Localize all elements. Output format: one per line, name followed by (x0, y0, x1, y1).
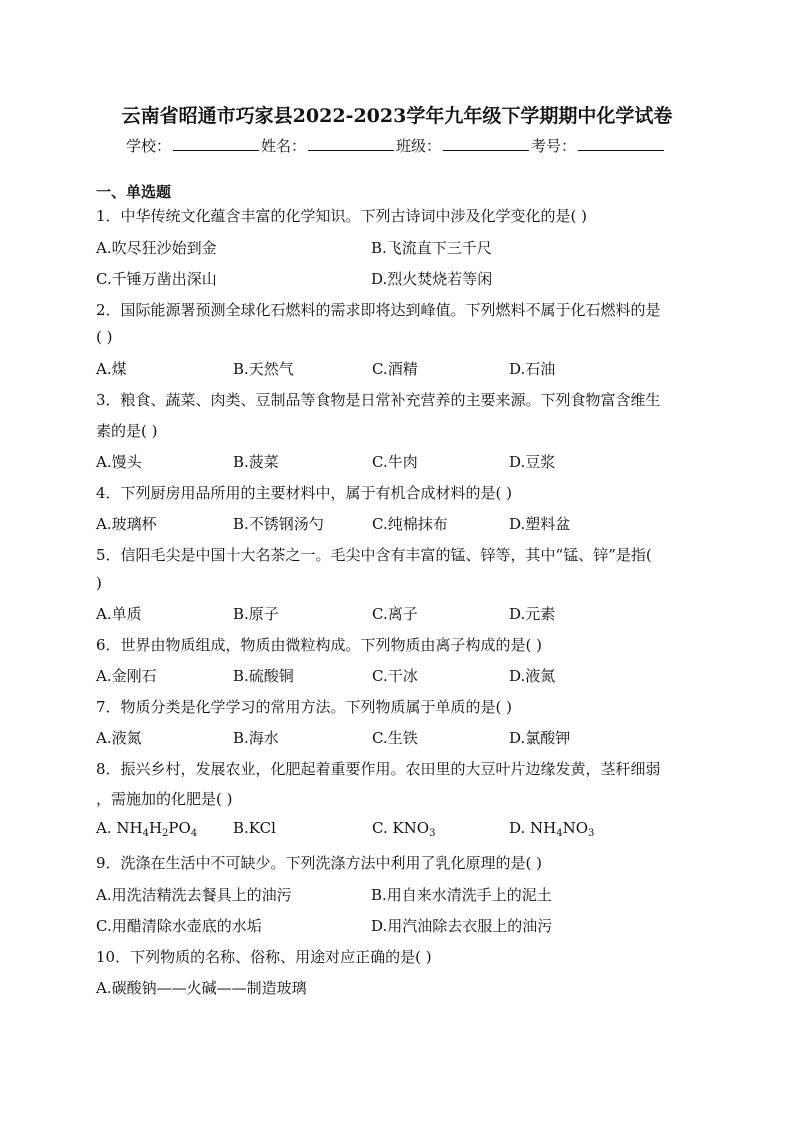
question-9-option-d: D.用汽油除去衣服上的油污 (371, 917, 553, 935)
question-8-option-c (372, 819, 435, 839)
question-5-stem-cont: ) (96, 574, 102, 592)
question-4-option-c: C.纯棉抹布 (372, 515, 448, 533)
formula-text: A. NH (96, 819, 143, 837)
formula-text: H (148, 819, 163, 837)
question-6-option-b: B.硫酸铜 (233, 667, 294, 685)
exam-number-label: 考号： (531, 137, 577, 155)
formula-subscript: 4 (190, 828, 198, 839)
question-4-option-a: A.玻璃杯 (96, 515, 157, 533)
question-6-option-c: C.干冰 (372, 667, 418, 685)
name-blank (308, 136, 394, 151)
question-2-option-a: A.煤 (96, 360, 127, 378)
question-7-option-c: C.生铁 (372, 729, 418, 747)
question-8-option-a (96, 819, 197, 839)
exam-number-blank (578, 136, 664, 151)
formula-subscript: 2 (162, 828, 169, 839)
question-3-option-c: C.牛肉 (372, 453, 418, 471)
question-5-stem: 5．信阳毛尖是中国十大名茶之一。毛尖中含有丰富的锰、锌等，其中“锰、锌”是指( (96, 546, 652, 564)
question-3-option-d: D.豆浆 (509, 453, 556, 471)
question-5-option-c: C.离子 (372, 605, 418, 623)
question-1-option-d: D.烈火焚烧若等闲 (371, 270, 493, 288)
question-6-option-d: D.液氮 (509, 667, 556, 685)
formula-text: PO (168, 819, 191, 837)
question-9-stem: 9．洗涤在生活中不可缺少。下列洗涤方法中利用了乳化原理的是( ) (96, 854, 543, 872)
question-6-option-a: A.金刚石 (96, 667, 157, 685)
section-heading: 一、单选题 (96, 183, 172, 201)
question-7-stem: 7．物质分类是化学学习的常用方法。下列物质属于单质的是( ) (96, 698, 513, 716)
question-3-stem: 3．粮食、蔬菜、肉类、豆制品等食物是日常补充营养的主要来源。下列食物富含维生 (96, 391, 661, 409)
name-label: 姓名： (261, 137, 307, 155)
question-3-option-a: A.馒头 (96, 453, 142, 471)
school-label: 学校： (126, 137, 172, 155)
question-5-option-b: B.原子 (233, 605, 279, 623)
question-7-option-a: A.液氮 (96, 729, 142, 747)
question-7-option-d: D.氯酸钾 (509, 729, 571, 747)
question-7-option-b: B.海水 (233, 729, 279, 747)
page-title: 云南省昭通市巧家县2022-2023学年九年级下学期期中化学试卷 (121, 105, 673, 127)
question-8-stem-cont: ，需施加的化肥是( ) (96, 790, 233, 808)
formula-subscript: 3 (588, 828, 595, 839)
class-label: 班级： (396, 137, 442, 155)
question-10-stem: 10．下列物质的名称、俗称、用途对应正确的是( ) (96, 948, 432, 966)
question-10-option-a: A.碳酸钠——火碱——制造玻璃 (96, 979, 307, 997)
formula-text: C. KNO (372, 819, 430, 837)
question-9-option-c: C.用醋清除水壶底的水垢 (96, 917, 262, 935)
class-blank (443, 136, 529, 151)
question-2-option-b: B.天然气 (233, 360, 294, 378)
question-8-option-b: B.KCl (233, 819, 276, 837)
question-3-option-b: B.菠菜 (233, 453, 279, 471)
question-9-option-a: A.用洗洁精洗去餐具上的油污 (96, 886, 292, 904)
question-8-stem: 8．振兴乡村，发展农业，化肥起着重要作用。农田里的大豆叶片边缘发黄，茎秆细弱 (96, 760, 661, 778)
question-4-stem: 4．下列厨房用品所用的主要材料中，属于有机合成材料的是( ) (96, 484, 513, 502)
question-1-option-b: B.飞流直下三千尺 (371, 239, 492, 257)
formula-subscript: 4 (556, 828, 563, 839)
school-blank (173, 136, 259, 151)
formula-subscript: 3 (429, 828, 436, 839)
question-1-option-a: A.吹尽狂沙始到金 (96, 239, 217, 257)
question-2-stem: 2．国际能源署预测全球化石燃料的需求即将达到峰值。下列燃料不属于化石燃料的是 (96, 301, 661, 319)
question-9-option-b: B.用自来水清洗手上的泥土 (371, 886, 552, 904)
question-8-option-d (509, 819, 594, 839)
formula-subscript: 4 (142, 828, 149, 839)
formula-text: D. NH (509, 819, 557, 837)
question-2-stem-cont: ( ) (96, 328, 113, 346)
question-1-option-c: C.千锤万凿出深山 (96, 270, 217, 288)
question-1-stem: 1．中华传统文化蕴含丰富的化学知识。下列古诗词中涉及化学变化的是( ) (96, 207, 588, 225)
question-2-option-d: D.石油 (509, 360, 556, 378)
student-info-row (126, 135, 666, 156)
question-6-stem: 6．世界由物质组成，物质由微粒构成。下列物质由离子构成的是( ) (96, 636, 543, 654)
question-3-stem-cont: 素的是( ) (96, 422, 158, 440)
question-4-option-d: D.塑料盆 (509, 515, 571, 533)
formula-text: NO (562, 819, 589, 837)
question-5-option-a: A.单质 (96, 605, 142, 623)
question-4-option-b: B.不锈钢汤勺 (233, 515, 324, 533)
question-5-option-d: D.元素 (509, 605, 556, 623)
question-2-option-c: C.酒精 (372, 360, 418, 378)
